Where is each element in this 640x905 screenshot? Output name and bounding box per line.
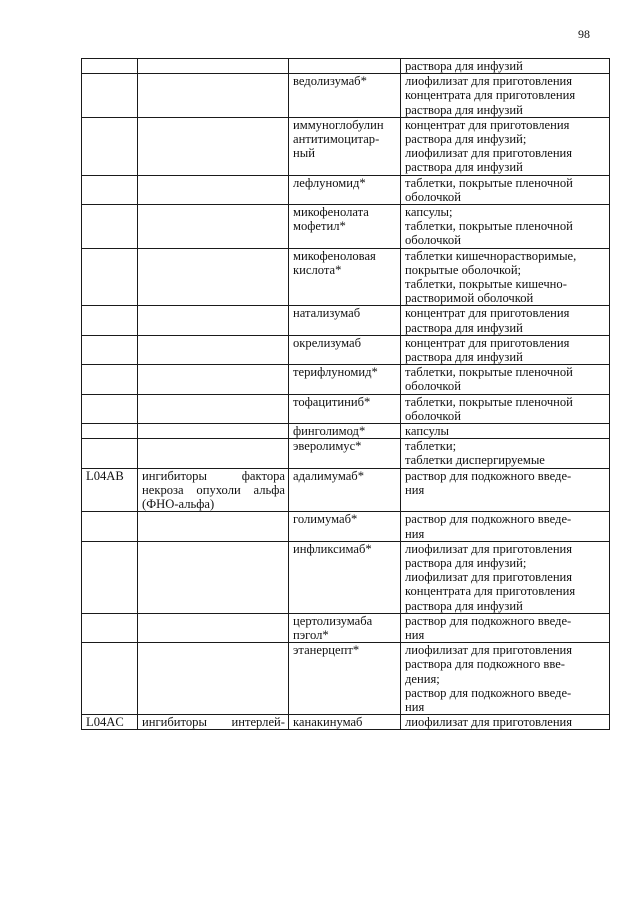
cell-line: таблетки, покрытые пленочной — [405, 219, 573, 234]
atc-code-cell — [82, 205, 138, 249]
cell-line: мофетил* — [293, 219, 346, 234]
drug-name-cell — [289, 175, 401, 204]
cell-line: раствора для инфузий — [405, 350, 523, 365]
drug-name-cell — [289, 306, 401, 335]
drug-name-cell — [289, 335, 401, 364]
dosage-form-cell — [401, 439, 610, 468]
cell-line: оболочкой — [405, 408, 461, 423]
cell-line: ния — [405, 482, 425, 497]
pharm-group-cell — [138, 424, 289, 439]
dosage-form-cell — [401, 365, 610, 394]
cell-line: ингибиторы интерлей- — [142, 715, 285, 730]
cell-line: покрытые оболочкой; — [405, 262, 522, 277]
cell-line: раствора для инфузий — [405, 160, 523, 175]
drug-name-cell — [289, 613, 401, 642]
dosage-form-cell — [401, 335, 610, 364]
dosage-form-cell — [401, 205, 610, 249]
dosage-form-cell — [401, 512, 610, 541]
pharm-group-cell — [138, 512, 289, 541]
dosage-form-cell — [401, 74, 610, 118]
pharm-group-cell — [138, 175, 289, 204]
cell-line: терифлуномид* — [293, 365, 378, 380]
pharm-group-cell — [138, 468, 289, 512]
dosage-form-cell — [401, 715, 610, 730]
table-row — [82, 248, 610, 306]
table-row — [82, 175, 610, 204]
cell-line: микофенолата — [293, 205, 369, 220]
cell-line: цертолизумаба — [293, 613, 373, 628]
dosage-form-cell — [401, 643, 610, 715]
cell-line: лиофилизат для приготовления — [405, 74, 573, 89]
atc-code-cell — [82, 439, 138, 468]
cell-line: окрелизумаб — [293, 335, 362, 350]
drug-name-cell — [289, 205, 401, 249]
drug-name-cell — [289, 643, 401, 715]
table-row — [82, 365, 610, 394]
cell-line: ведолизумаб* — [293, 74, 367, 89]
table-row — [82, 424, 610, 439]
drug-name-cell — [289, 394, 401, 423]
dosage-form-cell — [401, 248, 610, 306]
cell-line: раствора для инфузий — [405, 320, 523, 335]
cell-line: концентрата для приготовления — [405, 88, 576, 103]
cell-line: ингибиторы фактора — [142, 468, 285, 483]
cell-line: концентрат для приготовления — [405, 335, 570, 350]
cell-line: раствор для подкожного введе- — [405, 685, 572, 700]
cell-line: лиофилизат для приготовления — [405, 643, 573, 658]
table-row — [82, 613, 610, 642]
pharm-group-cell — [138, 715, 289, 730]
table-row — [82, 394, 610, 423]
cell-line: финголимод* — [293, 424, 366, 439]
cell-line: лефлуномид* — [293, 175, 366, 190]
atc-code-cell — [82, 715, 138, 730]
drug-name-cell — [289, 512, 401, 541]
atc-code-cell — [82, 512, 138, 541]
cell-line: эверолимус* — [293, 439, 362, 454]
cell-line: ния — [405, 699, 425, 714]
atc-code-cell — [82, 306, 138, 335]
cell-line: некроза опухоли альфа — [142, 482, 285, 497]
cell-line: раствора для подкожного вве- — [405, 657, 565, 672]
cell-line: ния — [405, 526, 425, 541]
cell-text: L04AB — [86, 468, 124, 483]
pharm-group-cell — [138, 248, 289, 306]
cell-line: антитимоцитар- — [293, 132, 380, 147]
cell-line: капсулы — [405, 424, 450, 439]
atc-code-cell — [82, 468, 138, 512]
cell-line: оболочкой — [405, 189, 461, 204]
pharm-group-cell — [138, 613, 289, 642]
cell-text: L04AC — [86, 715, 124, 730]
dosage-form-cell — [401, 306, 610, 335]
table-row — [82, 306, 610, 335]
pharm-group-cell — [138, 394, 289, 423]
cell-line: таблетки, покрытые пленочной — [405, 175, 573, 190]
table-row — [82, 439, 610, 468]
atc-code-cell — [82, 394, 138, 423]
dosage-form-cell — [401, 59, 610, 74]
dosage-form-cell — [401, 468, 610, 512]
table-row — [82, 74, 610, 118]
cell-line: иммуноглобулин — [293, 117, 384, 132]
atc-code-cell — [82, 117, 138, 175]
pharm-group-cell — [138, 643, 289, 715]
cell-line: оболочкой — [405, 379, 461, 394]
pharm-group-cell — [138, 335, 289, 364]
drug-name-cell — [289, 74, 401, 118]
cell-line: пэгол* — [293, 627, 329, 642]
cell-line: дения; — [405, 671, 440, 686]
cell-line: инфликсимаб* — [293, 541, 372, 556]
cell-line: кислота* — [293, 262, 342, 277]
cell-line: лиофилизат для приготовления — [405, 570, 573, 585]
cell-line: натализумаб — [293, 306, 361, 321]
cell-line: таблетки, покрытые пленочной — [405, 365, 573, 380]
cell-line: раствор для подкожного введе- — [405, 512, 572, 527]
drug-name-cell — [289, 59, 401, 74]
cell-line: раствора для инфузий — [405, 598, 523, 613]
cell-line: тофацитиниб* — [293, 394, 371, 409]
cell-line: раствор для подкожного введе- — [405, 468, 572, 483]
cell-line: таблетки, покрытые пленочной — [405, 394, 573, 409]
cell-line: концентрата для приготовления — [405, 584, 576, 599]
drug-name-cell — [289, 424, 401, 439]
dosage-form-cell — [401, 394, 610, 423]
pharm-group-cell — [138, 74, 289, 118]
cell-line: растворимой оболочкой — [405, 291, 534, 306]
atc-code-cell — [82, 541, 138, 613]
pharm-group-cell — [138, 541, 289, 613]
cell-line: ный — [293, 146, 315, 161]
cell-line: концентрат для приготовления — [405, 306, 570, 321]
cell-line: голимумаб* — [293, 512, 358, 527]
atc-code-cell — [82, 365, 138, 394]
cell-line: капсулы; — [405, 205, 453, 220]
drug-name-cell — [289, 117, 401, 175]
cell-line: ния — [405, 627, 425, 642]
atc-code-cell — [82, 335, 138, 364]
atc-code-cell — [82, 74, 138, 118]
pharm-group-cell — [138, 205, 289, 249]
atc-code-cell — [82, 248, 138, 306]
dosage-form-cell — [401, 541, 610, 613]
dosage-form-cell — [401, 117, 610, 175]
page-number: 98 — [578, 27, 590, 41]
cell-line: таблетки, покрытые кишечно- — [405, 277, 567, 292]
cell-line: раствора для инфузий — [405, 59, 523, 73]
pharm-group-cell — [138, 59, 289, 74]
dosage-form-cell — [401, 175, 610, 204]
table-row — [82, 59, 610, 74]
cell-line: таблетки диспергируемые — [405, 453, 545, 468]
cell-line: лиофилизат для приготовления — [405, 715, 573, 730]
table-row — [82, 643, 610, 715]
table-row — [82, 512, 610, 541]
cell-line: раствора для инфузий; — [405, 132, 527, 147]
cell-line: адалимумаб* — [293, 468, 364, 483]
table-row — [82, 335, 610, 364]
cell-line: таблетки; — [405, 439, 457, 454]
pharm-group-cell — [138, 365, 289, 394]
cell-line: оболочкой — [405, 233, 461, 248]
drug-name-cell — [289, 365, 401, 394]
pharm-group-cell — [138, 439, 289, 468]
dosage-form-cell — [401, 424, 610, 439]
atc-code-cell — [82, 175, 138, 204]
table-row — [82, 117, 610, 175]
atc-code-cell — [82, 643, 138, 715]
cell-line: раствор для подкожного введе- — [405, 613, 572, 628]
drug-name-cell — [289, 248, 401, 306]
drug-table-body — [82, 59, 610, 730]
cell-line: канакинумаб — [293, 715, 363, 730]
atc-code-cell — [82, 424, 138, 439]
table-row — [82, 205, 610, 249]
cell-line: концентрат для приготовления — [405, 117, 570, 132]
cell-line: этанерцепт* — [293, 643, 360, 658]
dosage-form-cell — [401, 613, 610, 642]
cell-line: лиофилизат для приготовления — [405, 146, 573, 161]
cell-line: таблетки кишечнорастворимые, — [405, 248, 577, 263]
cell-line: раствора для инфузий — [405, 102, 523, 117]
atc-code-cell — [82, 613, 138, 642]
drug-name-cell — [289, 468, 401, 512]
pharm-group-cell — [138, 306, 289, 335]
atc-code-cell — [82, 59, 138, 74]
drug-name-cell — [289, 715, 401, 730]
cell-line: (ФНО-альфа) — [142, 497, 215, 512]
drug-name-cell — [289, 541, 401, 613]
table-row — [82, 715, 610, 730]
cell-line: микофеноловая — [293, 248, 376, 263]
table-row — [82, 468, 610, 512]
table-row — [82, 541, 610, 613]
drug-name-cell — [289, 439, 401, 468]
pharm-group-cell — [138, 117, 289, 175]
cell-line: лиофилизат для приготовления — [405, 541, 573, 556]
cell-line: раствора для инфузий; — [405, 555, 527, 570]
drug-table — [81, 58, 610, 730]
